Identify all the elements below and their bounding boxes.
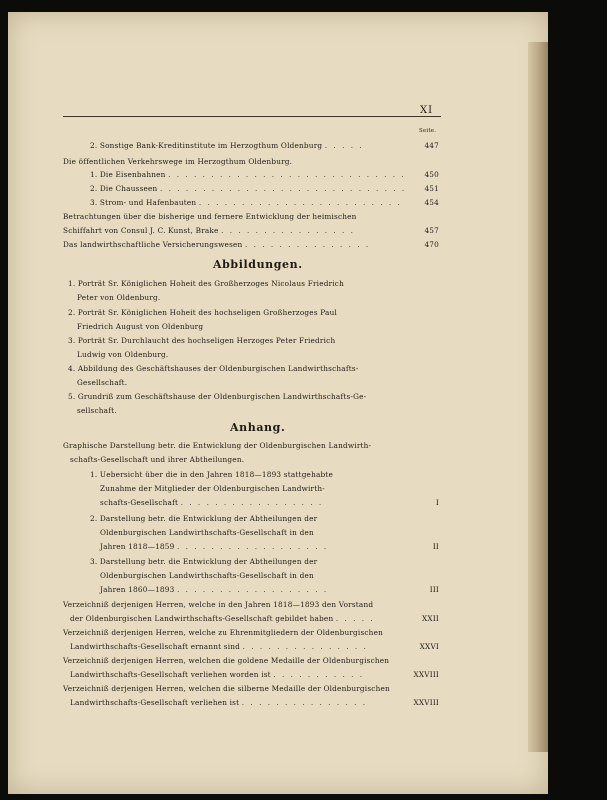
anhang-sub-line: 2. Darstellung betr. die Entwicklung der Abtheilungen der — [90, 514, 318, 523]
toc-line: Schiffahrt von Consul J. C. Kunst, Brake . . . . . . . . . . . . . . . . — [63, 226, 355, 235]
abbildung-line: sellschaft. — [77, 406, 117, 415]
abbildung-line: 2. Porträt Sr. Königlichen Hoheit des hochseligen Großherzoges Paul — [68, 308, 338, 317]
book-page — [8, 12, 548, 794]
section-heading-abbildungen: Abbildungen. — [213, 258, 303, 271]
toc-line: 2. Sonstige Bank-Kreditinstitute im Herzogthum Oldenburg . . . . . — [90, 141, 364, 150]
abbildung-line: Gesellschaft. — [77, 378, 128, 387]
anhang-sub-line: 3. Darstellung betr. die Entwicklung der Abtheilungen der — [90, 557, 318, 566]
anhang-intro-line: schafts-Gesellschaft und ihrer Abtheilungen. — [70, 455, 245, 464]
toc-page: 447 — [424, 141, 439, 150]
toc-page: 457 — [424, 226, 439, 235]
abbildung-line: Ludwig von Oldenburg. — [77, 350, 169, 359]
anhang-sub-line: Jahren 1818—1859 . . . . . . . . . . . . . . . . . . — [100, 542, 329, 551]
toc-page: XXVIII — [413, 698, 439, 707]
page-edge — [528, 42, 548, 752]
verzeichnis-line: Verzeichniß derjenigen Herren, welche in den Jahren 1818—1893 den Vorstand — [63, 600, 374, 609]
verzeichnis-line: Landwirthschafts-Gesellschaft verliehen worden ist . . . . . . . . . . . — [70, 670, 365, 679]
abbildung-line: 4. Abbildung des Geschäftshauses der Oldenburgischen Landwirthschafts- — [68, 364, 359, 373]
seite-label: Seite. — [419, 128, 437, 134]
anhang-sub-line: Oldenburgischen Landwirthschafts-Gesellschaft in den — [100, 528, 314, 537]
abbildung-line: 1. Porträt Sr. Königlichen Hoheit des Großherzoges Nicolaus Friedrich — [68, 279, 344, 288]
toc-line: 1. Die Eisenbahnen . . . . . . . . . . . . . . . . . . . . . . . . . . . . — [90, 170, 406, 179]
toc-page: XXII — [422, 614, 439, 623]
verzeichnis-line: Verzeichniß derjenigen Herren, welchen die goldene Medaille der Oldenburgischen — [63, 656, 390, 665]
toc-line: Die öffentlichen Verkehrswege im Herzogthum Oldenburg. — [63, 157, 293, 166]
verzeichnis-line: Landwirthschafts-Gesellschaft ernannt sind . . . . . . . . . . . . . . . — [70, 642, 368, 651]
abbildung-line: Friedrich August von Oldenburg — [77, 322, 204, 331]
anhang-sub-line: Zunahme der Mitglieder der Oldenburgischen Landwirth- — [100, 484, 325, 493]
toc-page: 454 — [424, 198, 439, 207]
anhang-sub-line: schafts-Gesellschaft . . . . . . . . . . . . . . . . . — [100, 498, 324, 507]
abbildung-line: 5. Grundriß zum Geschäftshause der Oldenburgischen Landwirthschafts-Ge- — [68, 392, 367, 401]
abbildung-line: Peter von Oldenburg. — [77, 293, 161, 302]
toc-page: 470 — [424, 240, 439, 249]
toc-line: Betrachtungen über die bisherige und fernere Entwicklung der heimischen — [63, 212, 357, 221]
page-number: XI — [420, 105, 434, 116]
anhang-sub-line: Oldenburgischen Landwirthschafts-Gesellschaft in den — [100, 571, 314, 580]
anhang-sub-line: Jahren 1860—1893 . . . . . . . . . . . . . . . . . . — [100, 585, 329, 594]
anhang-sub-line: 1. Uebersicht über die in den Jahren 1818—1893 stattgehabte — [90, 470, 334, 479]
verzeichnis-line: Landwirthschafts-Gesellschaft verliehen ist . . . . . . . . . . . . . . . — [70, 698, 368, 707]
abbildung-line: 3. Porträt Sr. Durchlaucht des hochseligen Herzoges Peter Friedrich — [68, 336, 336, 345]
header-rule — [63, 116, 441, 117]
toc-line: 2. Die Chausseen . . . . . . . . . . . . . . . . . . . . . . . . . . . . . — [90, 184, 407, 193]
toc-page: XXVIII — [413, 670, 439, 679]
section-heading-anhang: Anhang. — [230, 421, 286, 434]
verzeichnis-line: Verzeichniß derjenigen Herren, welche zu Ehrenmitgliedern der Oldenburgischen — [63, 628, 383, 637]
anhang-intro-line: Graphische Darstellung betr. die Entwicklung der Oldenburgischen Landwirth- — [63, 441, 372, 450]
toc-page: I — [435, 498, 439, 507]
toc-line: 3. Strom- und Hafenbauten . . . . . . . . . . . . . . . . . . . . . . . . — [90, 198, 402, 207]
verzeichnis-line: Verzeichniß derjenigen Herren, welchen die silberne Medaille der Oldenburgischen — [63, 684, 390, 693]
toc-line: Das landwirthschaftliche Versicherungswesen . . . . . . . . . . . . . . . — [63, 240, 371, 249]
verzeichnis-line: der Oldenburgischen Landwirthschafts-Gesellschaft gebildet haben . . . . . — [70, 614, 375, 623]
toc-page: III — [429, 585, 439, 594]
toc-page: 450 — [424, 170, 439, 179]
toc-page: XXVI — [419, 642, 439, 651]
toc-page: 451 — [424, 184, 439, 193]
toc-page: II — [432, 542, 439, 551]
